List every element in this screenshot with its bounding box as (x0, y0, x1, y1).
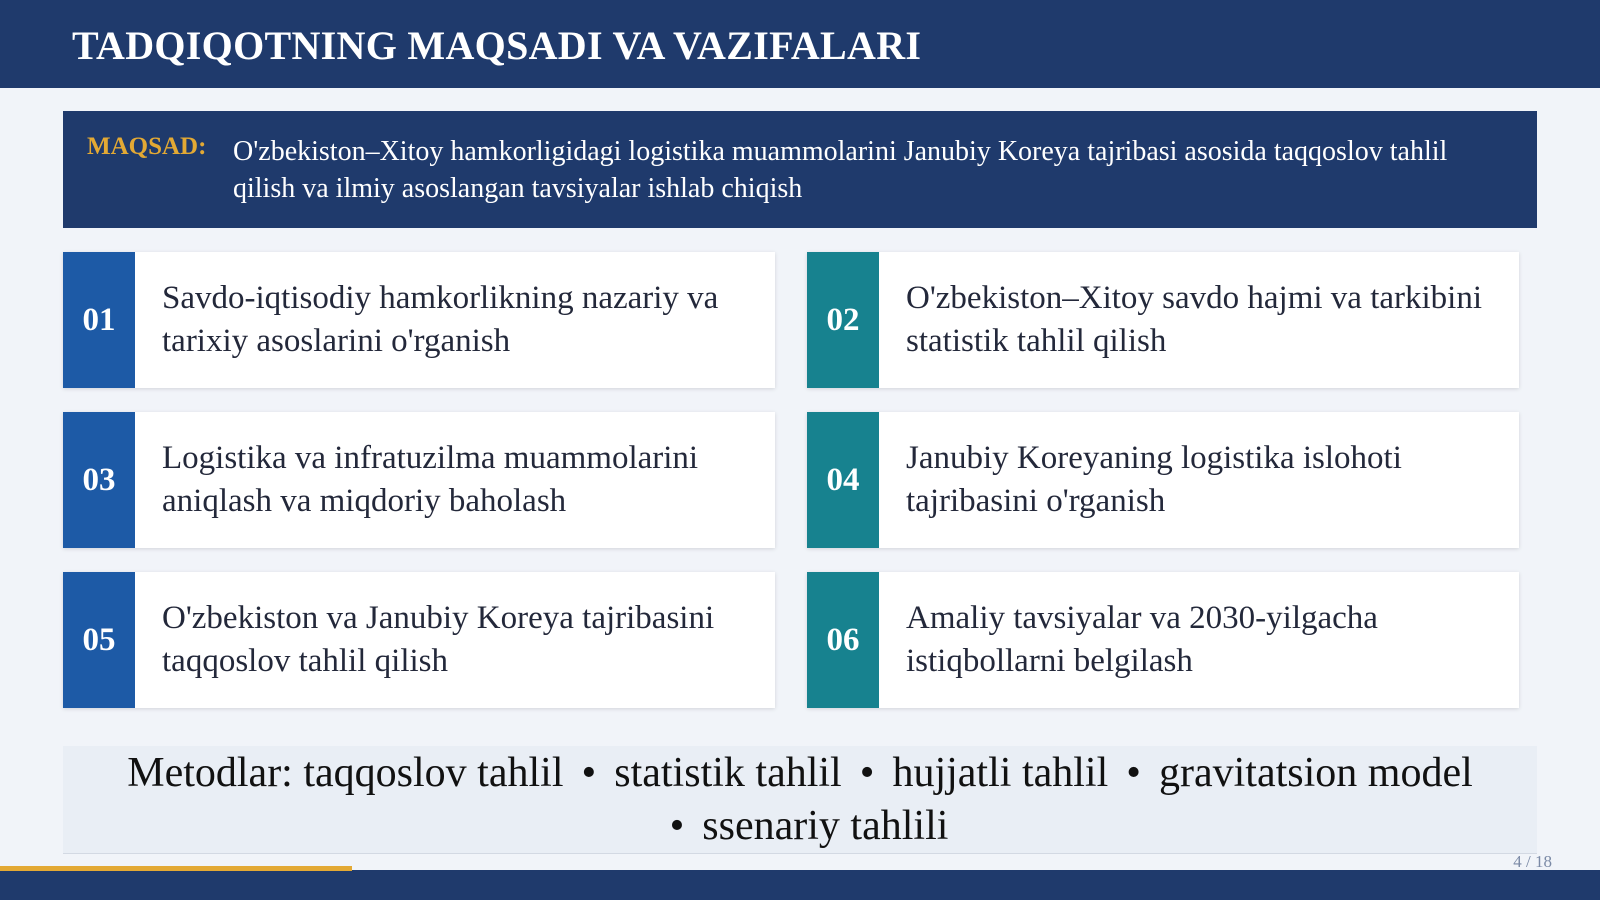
methods-label: Metodlar: (127, 749, 293, 796)
task-card-04 (807, 412, 1519, 548)
slide-header (0, 0, 1600, 88)
methods-text (120, 747, 1480, 853)
task-card-01 (63, 252, 775, 388)
task-card-03 (63, 412, 775, 548)
task-number: 04 (807, 412, 879, 548)
method-item: gravitatsion model (1158, 749, 1473, 796)
task-card-06 (807, 572, 1519, 708)
goal-text: O'zbekiston–Xitoy hamkorligidagi logistika muammolarini Janubiy Koreya tajribasi asosida taqqoslov tahlil qilish va ilmiy asoslangan tavsiyalar ishlab chiqish (233, 136, 1448, 204)
method-item: taqqoslov tahlil (303, 749, 564, 796)
separator-dot: • (859, 749, 875, 796)
task-text: Savdo-iqtisodiy hamkorlikning nazariy va tarixiy asoslarini o'rganish (162, 280, 719, 359)
task-number: 03 (63, 412, 135, 548)
task-number: 01 (63, 252, 135, 388)
method-item: statistik tahlil (614, 749, 842, 796)
task-text: O'zbekiston–Xitoy savdo hajmi va tarkibini statistik tahlil qilish (906, 280, 1483, 359)
task-number: 05 (63, 572, 135, 708)
task-text: Janubiy Koreyaning logistika islohoti tajribasini o'rganish (906, 440, 1402, 519)
footer-bar (0, 870, 1600, 900)
progress-bar (0, 866, 352, 871)
task-number: 06 (807, 572, 879, 708)
task-card-02 (807, 252, 1519, 388)
task-text: O'zbekiston va Janubiy Koreya tajribasini taqqoslov tahlil qilish (162, 600, 715, 679)
slide-title: TADQIQOTNING MAQSADI VA VAZIFALARI (72, 23, 922, 68)
separator-dot: • (1126, 749, 1141, 796)
task-text: Amaliy tavsiyalar va 2030-yilgacha istiqbollarni belgilash (906, 600, 1378, 679)
task-text: Logistika va infratuzilma muammolarini aniqlash va miqdoriy baholash (162, 440, 699, 519)
goal-box (63, 111, 1537, 228)
task-number: 02 (807, 252, 879, 388)
method-item: hujjatli tahlil (892, 749, 1109, 796)
goal-label: MAQSAD: (87, 133, 207, 160)
separator-dot: • (669, 802, 685, 849)
page-number: 4 / 18 (1513, 852, 1552, 871)
task-card-05 (63, 572, 775, 708)
method-item: ssenariy tahlili (702, 802, 949, 849)
methods-box (63, 746, 1537, 854)
separator-dot: • (581, 749, 597, 796)
